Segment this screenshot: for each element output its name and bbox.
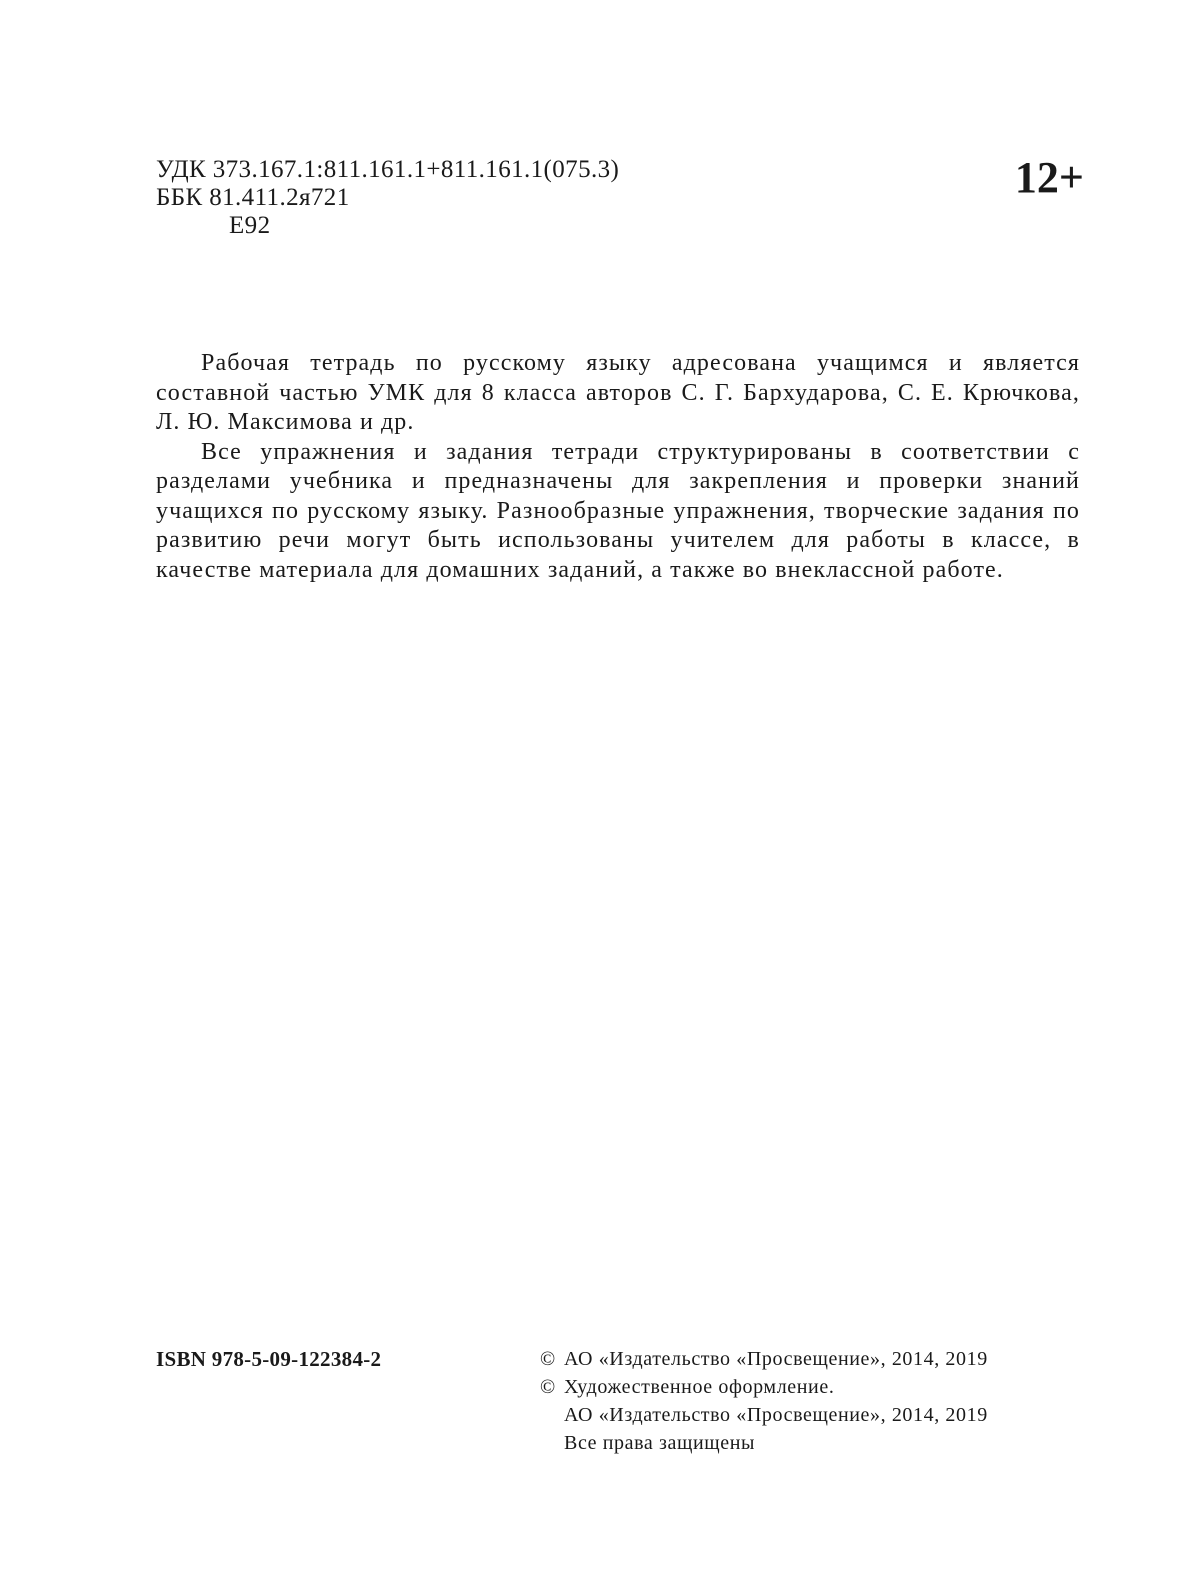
copyright-text: АО «Издательство «Просвещение», 2014, 2019 [564, 1348, 988, 1370]
isbn: ISBN 978-5-09-122384-2 [156, 1347, 382, 1371]
copyright-symbol: © [540, 1376, 556, 1398]
annotation-paragraph: Все упражнения и задания тетради структурированы в соответствии с разделами учебника и предназначены для закрепления и проверки знаний учащихся по русскому языку. Разнообразные упражнения, творческие задания по развитию речи могут быть использованы учителем для работы в классе, в качестве материала для домашних заданий, а также во внеклассной работе. [156, 438, 1080, 583]
annotation [156, 349, 1080, 585]
bibliographic-codes [156, 156, 619, 240]
annotation-paragraph: Рабочая тетрадь по русскому языку адресована учащимся и является составной частью УМК для 8 класса авторов С. Г. Бархударова, С. Е. Крючкова, Л. Ю. Максимова и др. [156, 350, 1080, 435]
author-mark: Е92 [229, 212, 271, 239]
copyright-line [540, 1345, 1080, 1373]
copyright-notice [540, 1345, 1080, 1457]
copyright-text: Художественное оформление. [564, 1376, 835, 1398]
rights-reserved: Все права защищены [564, 1432, 756, 1454]
udk-code: УДК 373.167.1:811.161.1+811.161.1(075.3) [156, 156, 620, 183]
copyright-line: АО «Издательство «Просвещение», 2014, 2019 [564, 1404, 988, 1426]
copyright-line [540, 1373, 1080, 1401]
age-rating: 12+ [1014, 153, 1084, 202]
copyright-symbol: © [540, 1348, 556, 1370]
bbk-code: ББК 81.411.2я721 [156, 184, 350, 211]
